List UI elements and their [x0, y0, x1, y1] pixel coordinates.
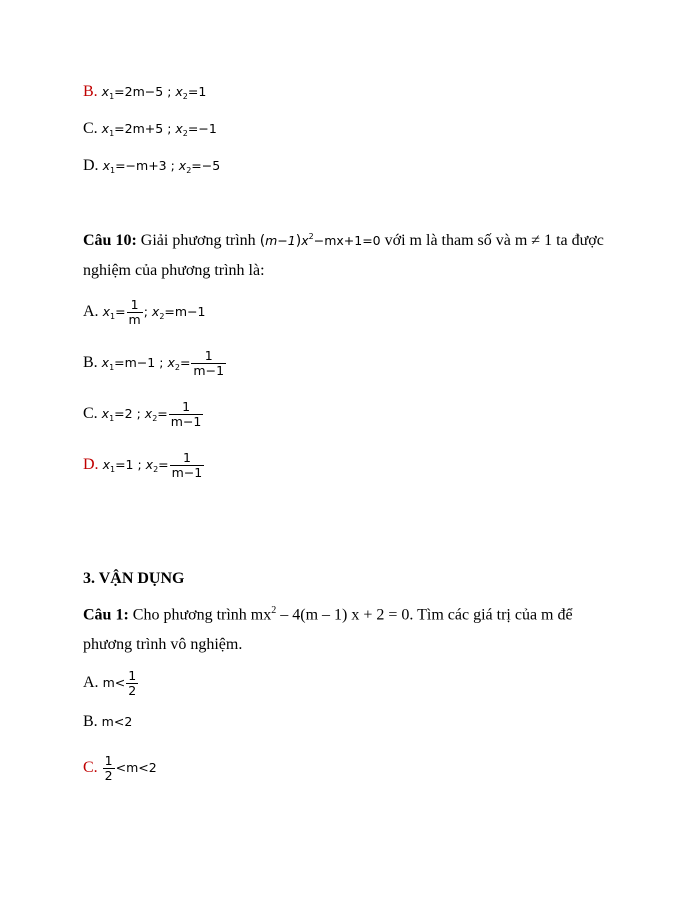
x1-value: 2m−5	[124, 84, 164, 100]
fraction	[126, 669, 138, 698]
option-formula: $x_1=2m+5$ ; $x_2=-1$	[101, 121, 217, 139]
q10-option-d	[83, 451, 205, 480]
q9-option-b	[83, 82, 206, 102]
inequality-lhs: m<	[102, 675, 126, 690]
q1-option-b	[83, 712, 132, 732]
option-formula	[102, 754, 157, 783]
x1-value: −m+3	[125, 158, 167, 174]
fraction-denominator: m−1	[171, 465, 203, 480]
equation-rest: −mx+1=0	[313, 233, 381, 249]
option-label: D.	[83, 157, 99, 174]
inequality-rhs: <m<2	[115, 760, 157, 775]
q10-line2: nghiệm của phương trình là:	[83, 262, 265, 280]
option-label: C.	[83, 759, 98, 777]
x2-value: −5	[201, 158, 221, 174]
x2-value: 1	[198, 84, 207, 100]
q9-option-d	[83, 156, 220, 176]
option-formula: $x_1=m-1$ ; $x_2=$ $\frac{1}{m-1}$	[101, 348, 225, 378]
fraction-numerator: 1	[204, 348, 213, 363]
fraction-denominator: 2	[104, 768, 113, 783]
option-formula: $x_1=-m+3$ ; $x_2=-5$	[102, 158, 221, 176]
question-title: Câu 1:	[83, 606, 129, 624]
equation: $(m-1)x^2-mx+1=0$	[259, 232, 381, 250]
question-text-a: Cho phương trình mx	[132, 606, 272, 624]
option-formula: $x_1=2$ ; $x_2=$ $\frac{1}{m-1}$	[101, 399, 202, 429]
option-label: A.	[83, 674, 99, 692]
q1-question	[83, 596, 623, 660]
option-label: C.	[83, 120, 98, 137]
fraction-numerator: 1	[182, 399, 191, 414]
q10-line1	[83, 226, 623, 256]
x1-value: 1	[125, 457, 134, 472]
fraction-denominator: m−1	[193, 363, 225, 378]
fraction-numerator: 1	[128, 668, 137, 683]
q1-option-a	[83, 669, 139, 698]
fraction	[169, 400, 204, 429]
fraction-denominator: m−1	[170, 414, 202, 429]
option-label: D.	[83, 456, 99, 474]
x2-value: m−1	[174, 304, 206, 319]
fraction	[103, 754, 115, 783]
q1-option-c	[83, 754, 157, 783]
fraction-denominator: m	[128, 312, 141, 327]
x1-value: m−1	[124, 355, 156, 370]
fraction	[191, 349, 226, 378]
question-text-before: Giải phương trình	[140, 232, 256, 249]
option-label: C.	[83, 405, 98, 423]
x1-value: 2	[124, 406, 133, 421]
q10-option-c	[83, 400, 204, 429]
equation-factor: m−1	[265, 233, 296, 249]
option-label: B.	[83, 83, 98, 100]
option-formula: $x_1=1$ ; $x_2=$ $\frac{1}{m-1}$	[102, 450, 203, 480]
q10-question	[83, 226, 623, 286]
option-label: B.	[83, 713, 98, 730]
option-formula: $x_1=$ $\frac{1}{m}$ ; $x_2=m-1$	[102, 297, 206, 327]
section-heading: 3. VẬN DỤNG	[83, 570, 185, 587]
fraction-denominator: 2	[128, 683, 137, 698]
x1-value: 2m+5	[124, 121, 164, 137]
question-text-b: – 4(m – 1) x + 2 = 0. Tìm các giá trị của m để	[276, 606, 573, 624]
option-label: B.	[83, 354, 98, 372]
fraction	[127, 298, 143, 327]
x2-value: −1	[198, 121, 217, 137]
exponent: 2	[271, 605, 277, 616]
option-formula: m<2	[101, 714, 133, 730]
fraction	[170, 451, 205, 480]
q1-line1	[83, 596, 623, 630]
question-title: Câu 10:	[83, 232, 137, 249]
q1-line2: phương trình vô nghiệm.	[83, 636, 243, 654]
q9-option-c	[83, 119, 217, 139]
question-text-after: với m là tham số và m ≠ 1 ta được	[384, 232, 604, 249]
q10-option-b	[83, 349, 227, 378]
option-formula	[103, 669, 140, 698]
fraction-numerator: 1	[182, 450, 191, 465]
q10-option-a	[83, 298, 206, 327]
fraction-numerator: 1	[130, 297, 139, 312]
option-label: A.	[83, 303, 99, 321]
option-formula: $x_1=2m-5$ ; $x_2=1$	[101, 84, 207, 102]
fraction-numerator: 1	[104, 753, 113, 768]
